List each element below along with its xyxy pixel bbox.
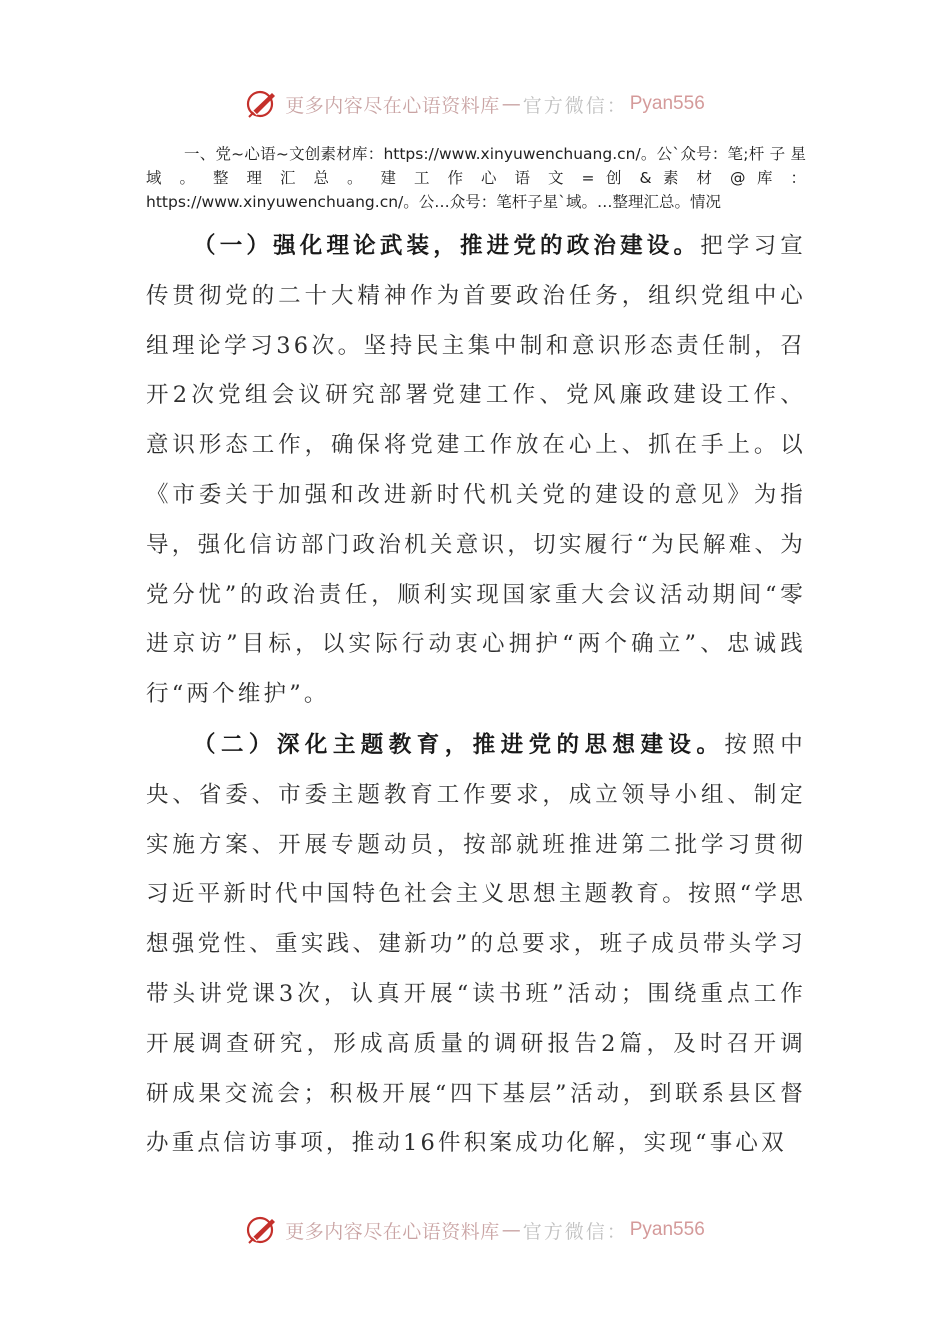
- section-paragraph-2: [146, 721, 806, 1169]
- header-banner: [0, 84, 950, 124]
- pen-logo-icon: [245, 87, 279, 121]
- banner-brand-text: 更多内容尽在心语资料库: [285, 94, 500, 117]
- section-body-1: 把学习宣传贯彻党的二十大精神作为首要政治任务，组织党组中心组理论学习36次。坚持民主集中制和意识形态责任制，召开2次党组会议研究部署党建工作、党风廉政建设工作、意识形态工作，确保将党建工作放在心上、抓在手上。以《市委关于加强和改进新时代机关党的建设的意见》为指导，强化信访部门政治机关意识，切实履行“为民解难、为党分忧”的政治责任，顺利实现国家重大会议活动期间“零进京访”目标，以实际行动衷心拥护“两个确立”、忠诚践行“两个维护”。: [146, 233, 806, 708]
- footer-banner: [0, 1210, 950, 1250]
- banner-wechat-label: 官方微信：: [522, 1220, 628, 1243]
- intro-paragraph: 一、党~心语~文创素材库：https://www.xinyuwenchuang.cn/。公`众号：笔;杆 子 星 域 。 整 理 汇 总 。 建 工 作 心 语 文 = 创 & 素 材 @ 库 ： https://www.xinyuwenchuang.cn/。公…众号：笔杆子星`域。…整理汇总。情况: [146, 145, 806, 211]
- banner-wechat-label: 官方微信：: [522, 94, 628, 117]
- section-heading-2: （二）深化主题教育，推进党的思想建设。: [193, 731, 725, 758]
- pen-logo-icon: [245, 1213, 279, 1247]
- section-heading-1: （一）强化理论武装，推进党的政治建设。: [193, 233, 701, 259]
- banner-wechat-id: Pyan556: [629, 1219, 705, 1240]
- document-body: [146, 222, 806, 1169]
- section-paragraph-1: [146, 222, 806, 720]
- section-body-2: 按照中央、省委、市委主题教育工作要求，成立领导小组、制定实施方案、开展专题动员，按部就班推进第二批学习贯彻习近平新时代中国特色社会主义思想主题教育。按照“学思想强党性、重实践、建新功”的总要求，班子成员带头学习带头讲党课3次，认真开展“读书班”活动；围绕重点工作开展调查研究，形成高质量的调研报告2篇，及时召开调研成果交流会；积极开展“四下基层”活动，到联系县区督办重点信访事项，推动16件积案成功化解，实现“事心双: [146, 731, 806, 1157]
- banner-dash: —: [501, 1219, 521, 1241]
- banner-brand-text: 更多内容尽在心语资料库: [285, 1220, 500, 1243]
- banner-wechat-id: Pyan556: [629, 93, 705, 114]
- banner-dash: —: [501, 93, 521, 115]
